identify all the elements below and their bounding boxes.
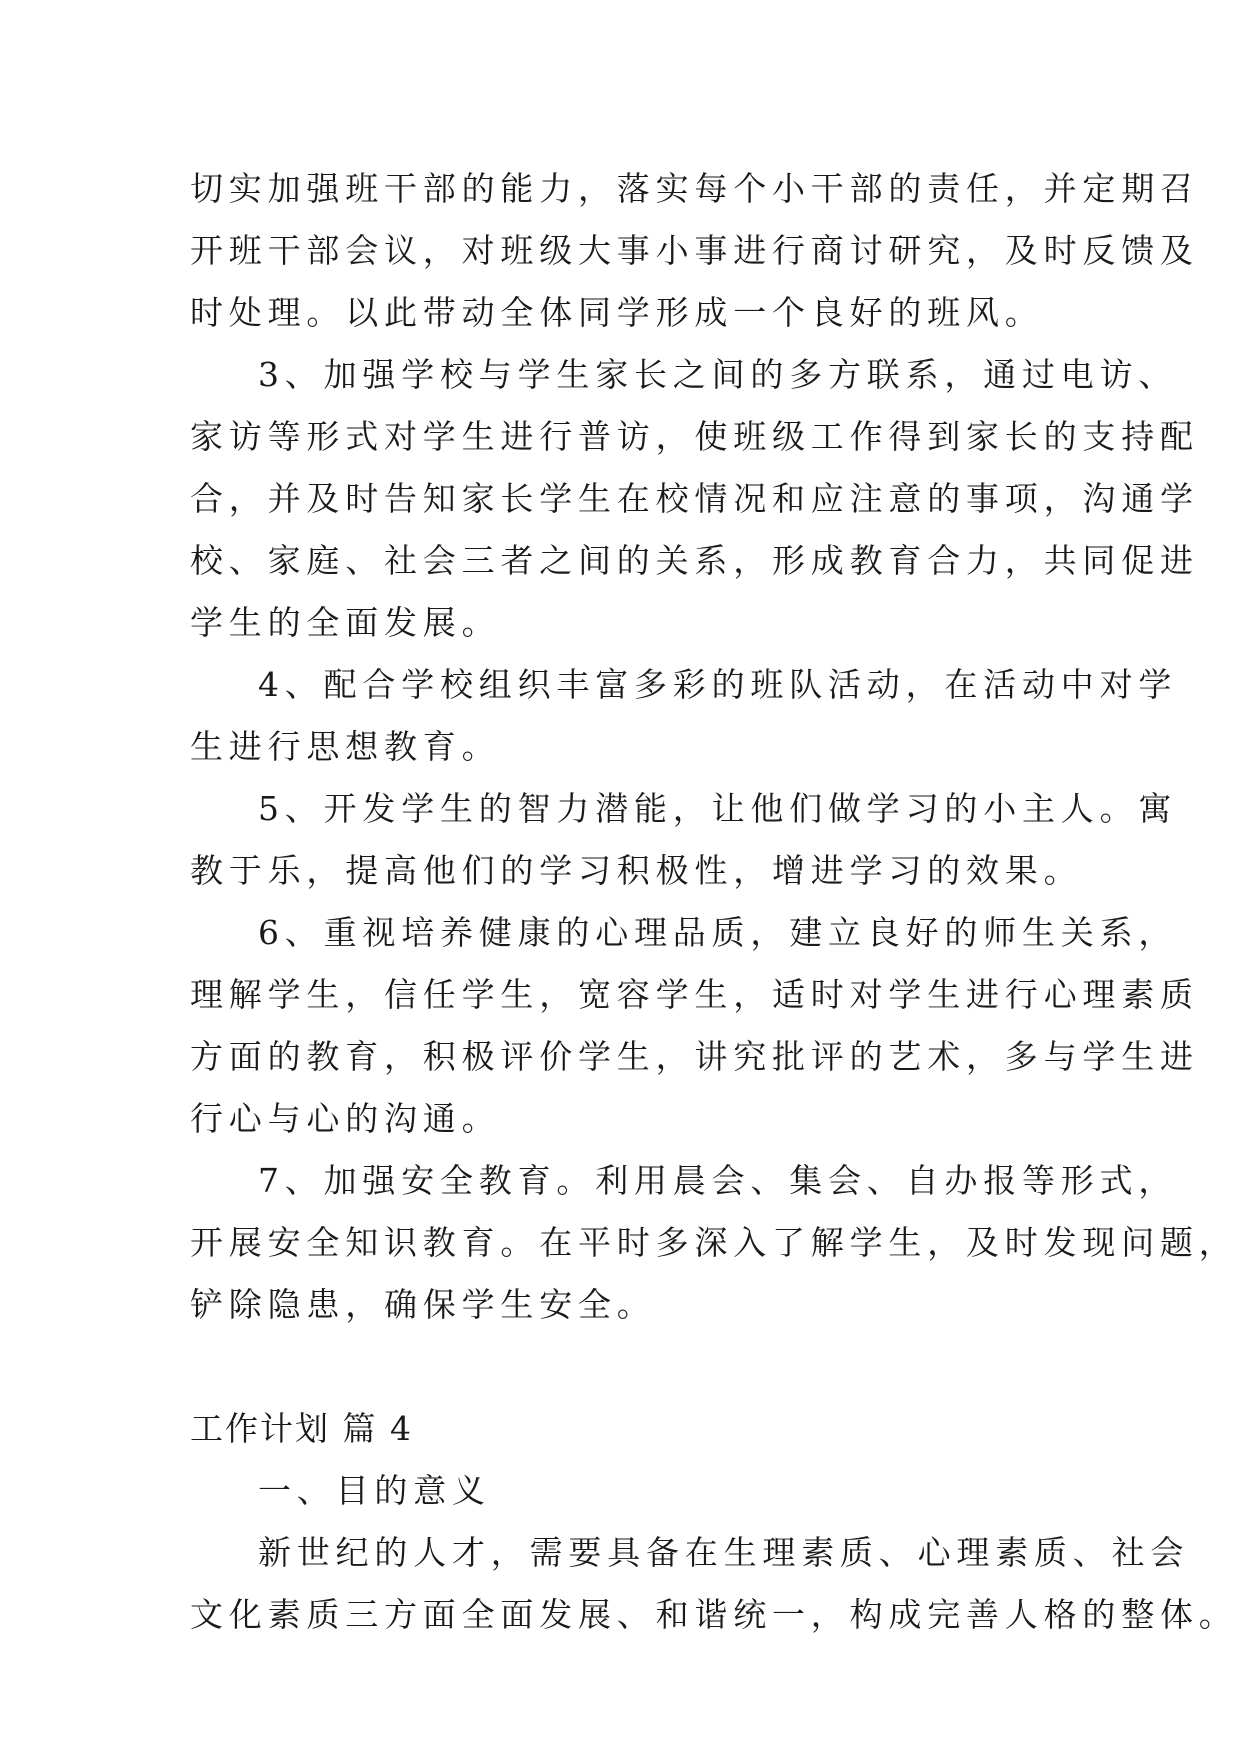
subheading: 一、目的意义 (258, 1471, 491, 1510)
text-line: 7、加强安全教育。利用晨会、集会、自办报等形式， (258, 1161, 1178, 1200)
text-line: 时处理。以此带动全体同学形成一个良好的班风。 (190, 293, 1044, 332)
text-line: 文化素质三方面全面发展、和谐统一，构成完善人格的整体。 (190, 1595, 1238, 1634)
paragraph-item-4 (190, 654, 1178, 778)
paragraph-item-3 (190, 344, 1199, 654)
text-line: 生进行思想教育。 (190, 727, 501, 766)
document-body (190, 158, 1238, 1646)
paragraph-purpose (190, 1522, 1238, 1646)
text-line: 切实加强班干部的能力，落实每个小干部的责任，并定期召 (190, 169, 1199, 208)
text-line: 3、加强学校与学生家长之间的多方联系，通过电访、 (258, 355, 1178, 394)
section-spacer (190, 1336, 1060, 1398)
text-line: 新世纪的人才，需要具备在生理素质、心理素质、社会 (258, 1533, 1190, 1572)
paragraph-item-5 (190, 778, 1178, 902)
paragraph-1 (190, 158, 1199, 344)
text-line: 行心与心的沟通。 (190, 1099, 501, 1138)
section-title: 工作计划 篇 4 (190, 1409, 413, 1448)
text-line: 理解学生，信任学生，宽容学生，适时对学生进行心理素质 (190, 975, 1199, 1014)
text-line: 合，并及时告知家长学生在校情况和应注意的事项，沟通学 (190, 479, 1199, 518)
text-line: 4、配合学校组织丰富多彩的班队活动，在活动中对学 (258, 665, 1178, 704)
text-line: 方面的教育，积极评价学生，讲究批评的艺术，多与学生进 (190, 1037, 1199, 1076)
text-line: 6、重视培养健康的心理品质，建立良好的师生关系， (258, 913, 1178, 952)
text-line: 5、开发学生的智力潜能，让他们做学习的小主人。寓 (258, 789, 1178, 828)
paragraph-item-6 (190, 902, 1199, 1150)
text-line: 家访等形式对学生进行普访，使班级工作得到家长的支持配 (190, 417, 1199, 456)
text-line: 铲除隐患，确保学生安全。 (190, 1285, 656, 1324)
text-line: 教于乐，提高他们的学习积极性，增进学习的效果。 (190, 851, 1083, 890)
text-line: 开班干部会议，对班级大事小事进行商讨研究，及时反馈及 (190, 231, 1199, 270)
paragraph-item-7 (190, 1150, 1238, 1336)
section-heading (190, 1398, 1060, 1460)
text-line: 开展安全知识教育。在平时多深入了解学生，及时发现问题， (190, 1223, 1238, 1262)
text-line: 学生的全面发展。 (190, 603, 501, 642)
text-line: 校、家庭、社会三者之间的关系，形成教育合力，共同促进 (190, 541, 1199, 580)
